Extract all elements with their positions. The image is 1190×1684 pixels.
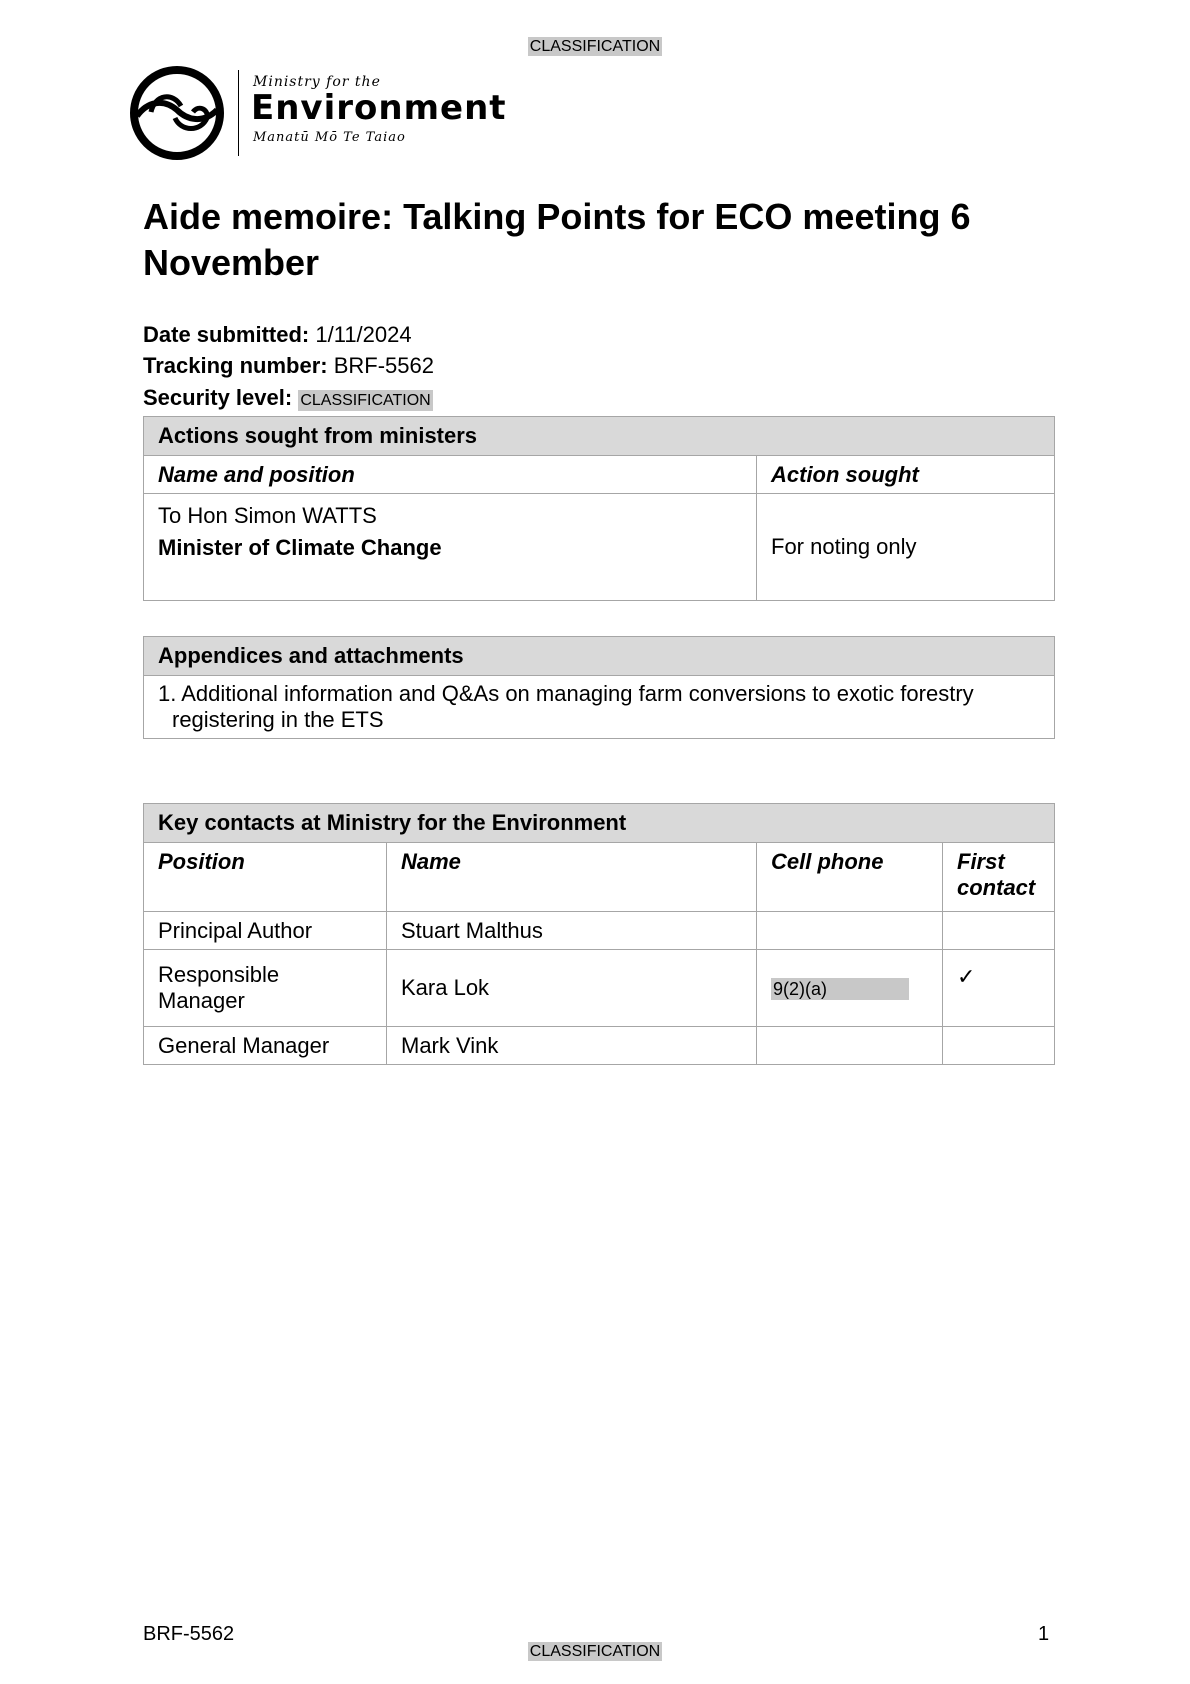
- security-value: CLASSIFICATION: [300, 392, 431, 409]
- table-row: [144, 950, 1055, 1027]
- logo-line-2: Environment: [251, 88, 507, 128]
- recipient-cell: [144, 494, 757, 601]
- logo-line-1: Ministry for the: [253, 74, 381, 90]
- actions-table: [143, 416, 1055, 601]
- recipient-name: To Hon Simon WATTS: [158, 503, 377, 528]
- table-row: [144, 912, 1055, 950]
- table-row: [144, 1027, 1055, 1065]
- contact-name: Stuart Malthus: [387, 912, 757, 950]
- security-label: Security level:: [143, 385, 293, 410]
- classification-header: [0, 38, 1190, 56]
- action-sought-value: For noting only: [757, 494, 1055, 601]
- contact-position: Responsible Manager: [144, 950, 387, 1027]
- classification-text: CLASSIFICATION: [529, 1643, 661, 1660]
- appendices-heading: Appendices and attachments: [144, 637, 1055, 676]
- appendix-item: 1. Additional information and Q&As on managing farm conversions to exotic forestry registering in the ETS: [144, 676, 1055, 739]
- contacts-col-phone: Cell phone: [757, 843, 943, 912]
- classification-footer: [0, 1643, 1190, 1661]
- contact-position: General Manager: [144, 1027, 387, 1065]
- date-label: Date submitted:: [143, 322, 310, 347]
- tracking-number: [143, 353, 434, 379]
- date-value: 1/11/2024: [315, 322, 412, 347]
- footer-reference: BRF-5562: [143, 1623, 235, 1645]
- classification-text: CLASSIFICATION: [529, 38, 661, 55]
- contacts-col-name: Name: [387, 843, 757, 912]
- contact-first: [943, 912, 1055, 950]
- actions-col-name: Name and position: [144, 456, 757, 494]
- contact-position: Principal Author: [144, 912, 387, 950]
- tracking-value: BRF-5562: [333, 353, 434, 378]
- ministry-logo: [129, 64, 507, 162]
- actions-heading: Actions sought from ministers: [144, 417, 1055, 456]
- contact-first: [943, 1027, 1055, 1065]
- logo-divider: [238, 70, 239, 156]
- contact-phone: [757, 912, 943, 950]
- appendices-table: [143, 636, 1055, 739]
- security-level: [143, 385, 433, 411]
- contact-phone-cell: [757, 950, 943, 1027]
- page-number: 1: [1038, 1623, 1050, 1645]
- date-submitted: [143, 322, 412, 348]
- logo-line-3: Manatū Mō Te Taiao: [253, 130, 406, 145]
- tracking-label: Tracking number:: [143, 353, 328, 378]
- contact-name: Mark Vink: [387, 1027, 757, 1065]
- ministry-logo-icon: [129, 64, 229, 162]
- contact-name: Kara Lok: [387, 950, 757, 1027]
- first-contact-check-icon: ✓: [943, 950, 1055, 1027]
- actions-col-action: Action sought: [757, 456, 1055, 494]
- contacts-table: [143, 803, 1055, 1065]
- contacts-heading: Key contacts at Ministry for the Environment: [144, 804, 1055, 843]
- contacts-col-first: First contact: [943, 843, 1055, 912]
- contacts-col-position: Position: [144, 843, 387, 912]
- document-title: Aide memoire: Talking Points for ECO meeting 6 November: [143, 196, 971, 283]
- redacted-phone: 9(2)(a): [771, 978, 909, 1000]
- contact-phone: [757, 1027, 943, 1065]
- recipient-position: Minister of Climate Change: [158, 535, 442, 560]
